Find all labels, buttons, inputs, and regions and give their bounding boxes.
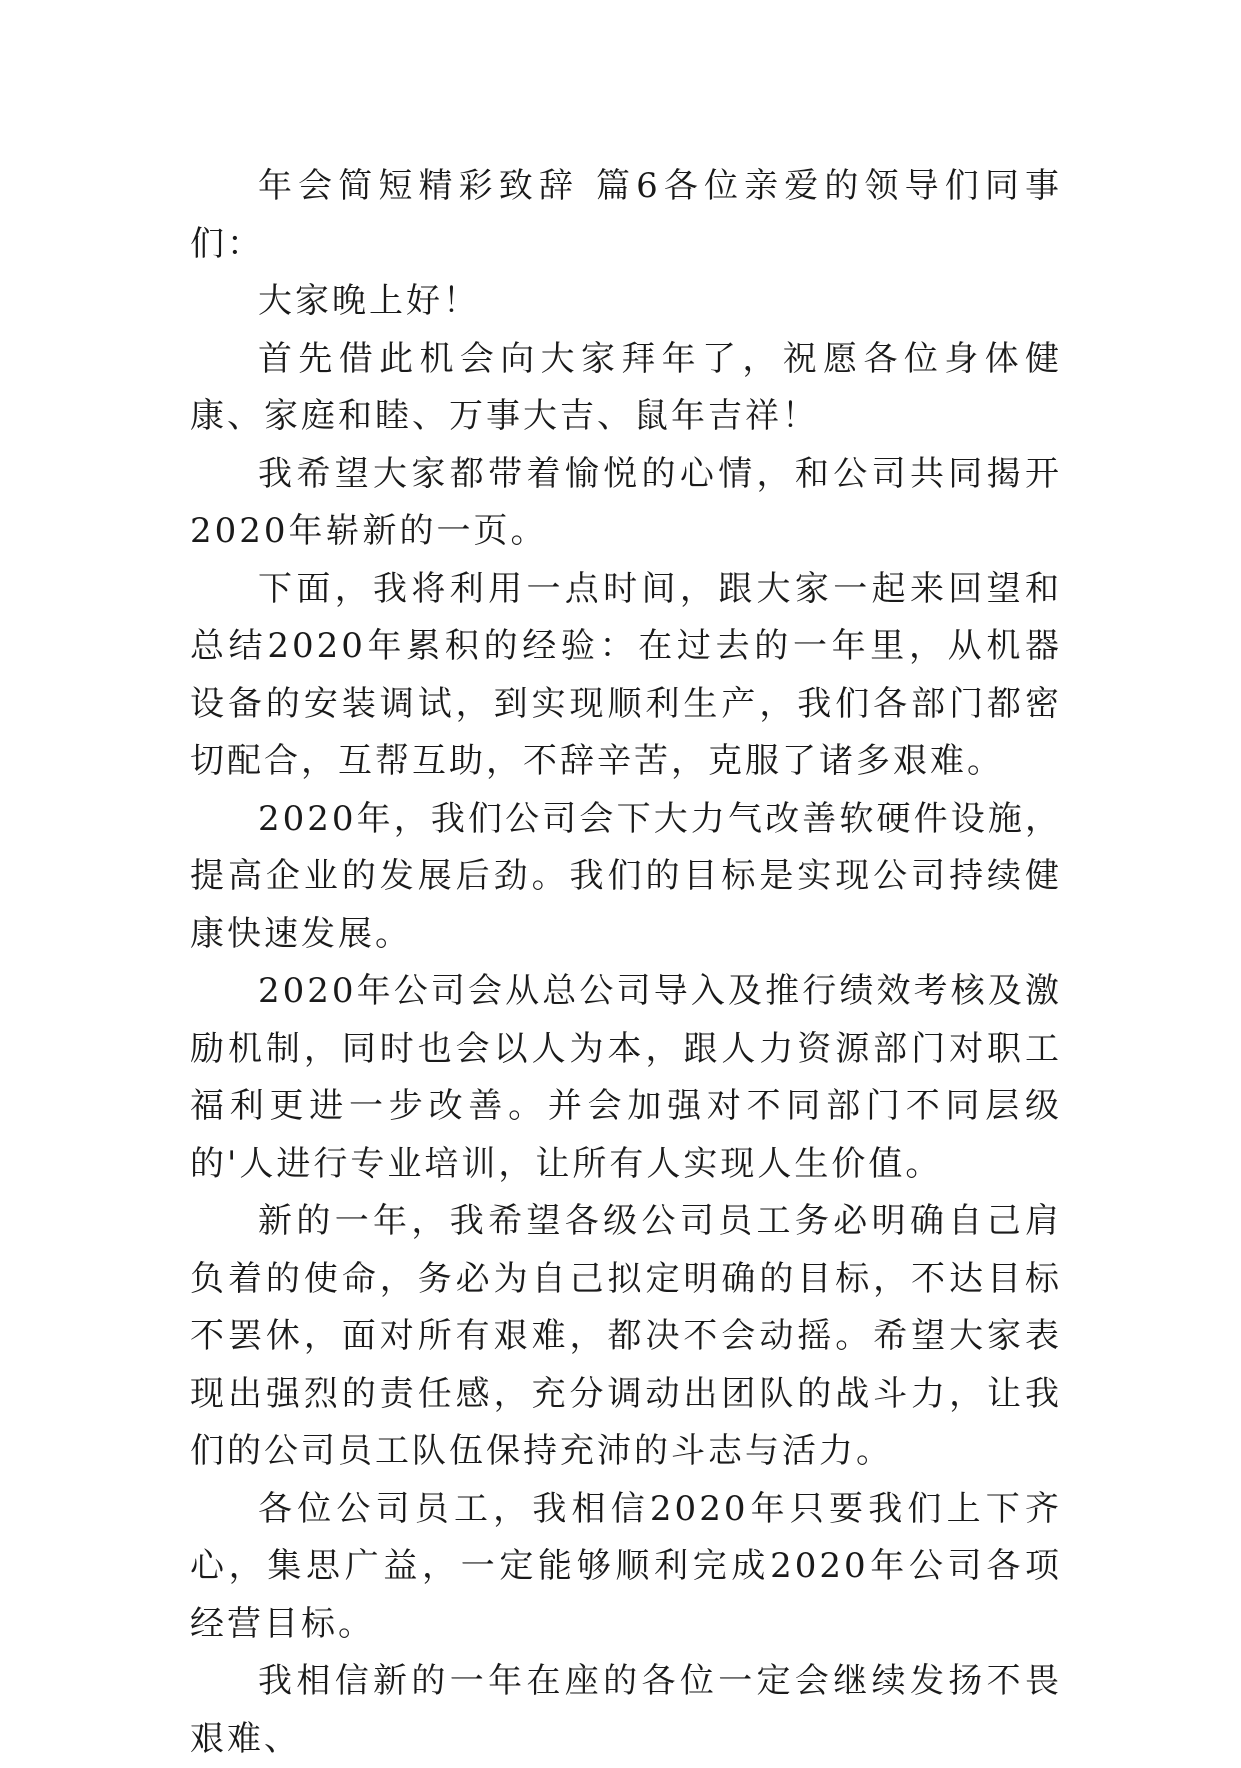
- body-paragraph: 首先借此机会向大家拜年了，祝愿各位身体健康、家庭和睦、万事大吉、鼠年吉祥！: [190, 338, 1062, 436]
- title-paragraph: 年会简短精彩致辞 篇6各位亲爱的领导们同事们：: [190, 166, 1062, 264]
- body-paragraph: 我希望大家都带着愉悦的心情，和公司共同揭开2020年崭新的一页。: [190, 453, 1062, 551]
- document-body: [190, 158, 1062, 1768]
- greeting-paragraph: 大家晚上好！: [258, 281, 480, 321]
- body-paragraph: 我相信新的一年在座的各位一定会继续发扬不畏艰难、: [190, 1661, 1062, 1759]
- body-paragraph: 下面，我将利用一点时间，跟大家一起来回望和总结2020年累积的经验：在过去的一年里，从机器设备的安装调试，到实现顺利生产，我们各部门都密切配合，互帮互助，不辞辛苦，克服了诸多艰难。: [190, 568, 1062, 781]
- body-paragraph: 2020年，我们公司会下大力气改善软硬件设施，提高企业的发展后劲。我们的目标是实现公司持续健康快速发展。: [190, 798, 1062, 954]
- body-paragraph: 各位公司员工，我相信2020年只要我们上下齐心，集思广益，一定能够顺利完成2020年公司各项经营目标。: [190, 1488, 1062, 1644]
- body-paragraph: 2020年公司会从总公司导入及推行绩效考核及激励机制，同时也会以人为本，跟人力资源部门对职工福利更进一步改善。并会加强对不同部门不同层级的'人进行专业培训，让所有人实现人生价值。: [190, 971, 1062, 1184]
- body-paragraph: 新的一年，我希望各级公司员工务必明确自己肩负着的使命，务必为自己拟定明确的目标，不达目标不罢休，面对所有艰难，都决不会动摇。希望大家表现出强烈的责任感，充分调动出团队的战斗力，让我们的公司员工队伍保持充沛的斗志与活力。: [190, 1201, 1062, 1471]
